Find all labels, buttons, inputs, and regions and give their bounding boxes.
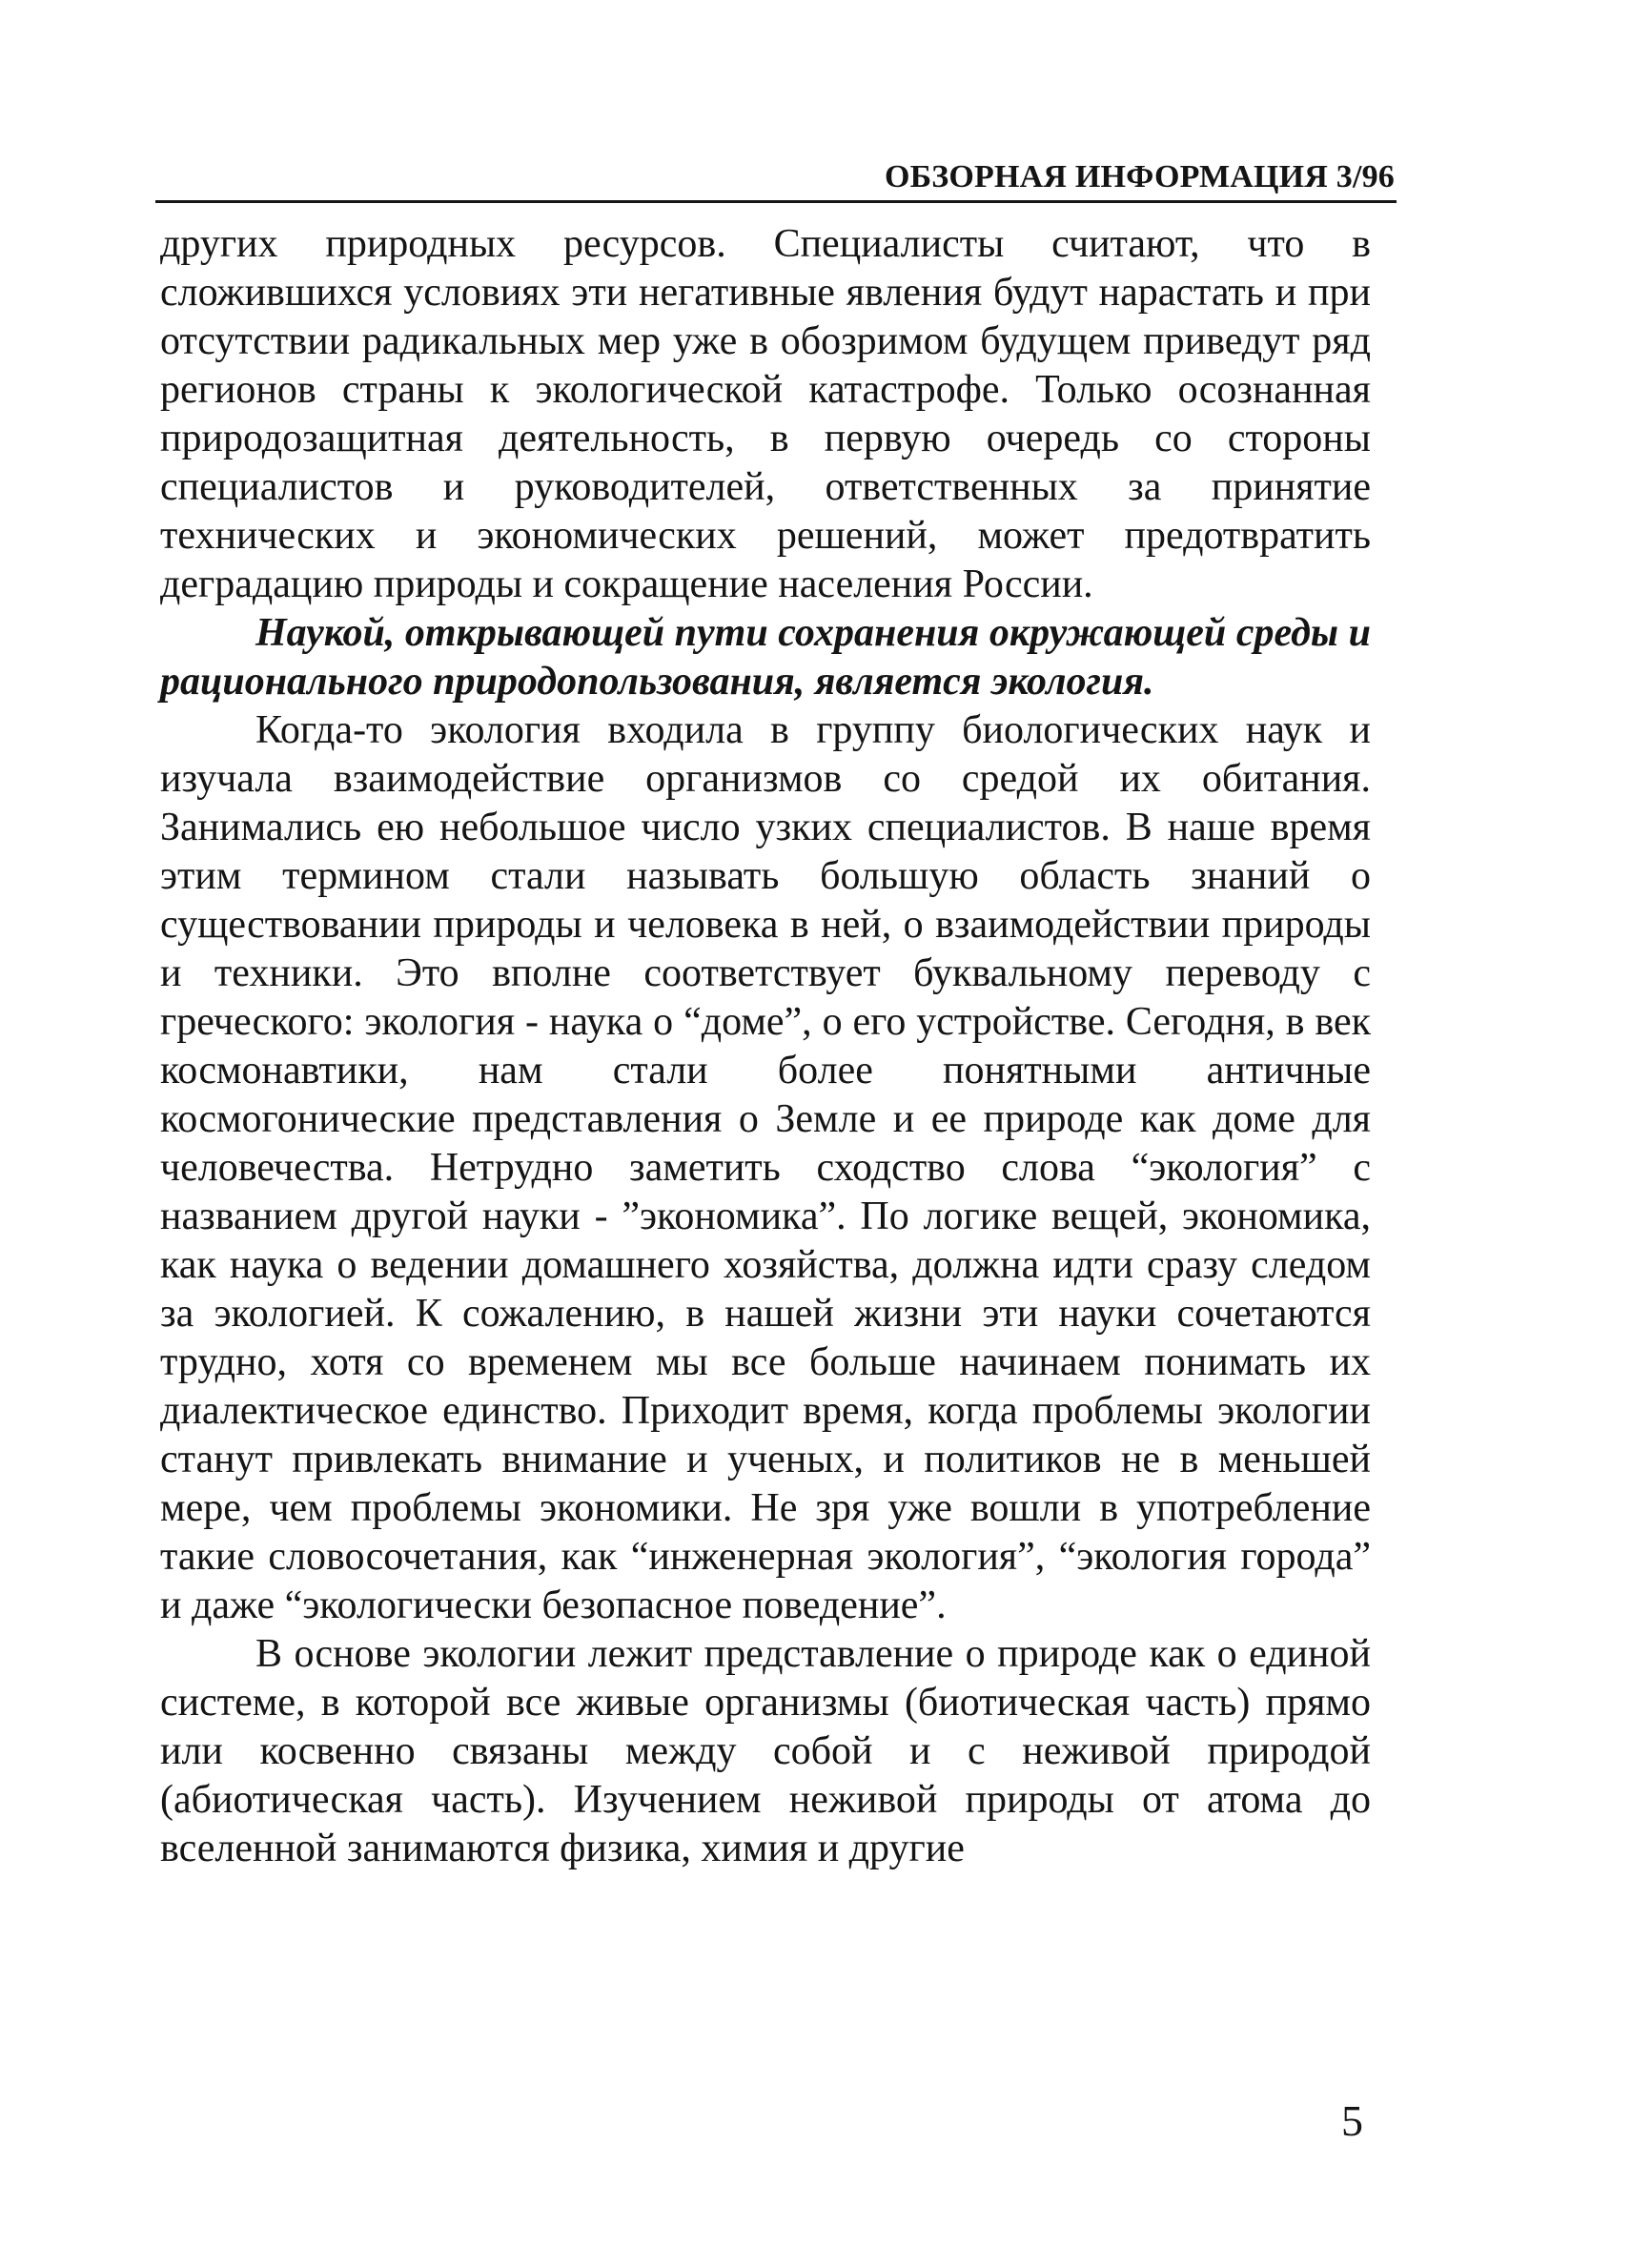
running-header: ОБЗОРНАЯ ИНФОРМАЦИЯ 3/96 — [884, 159, 1395, 194]
header-rule — [155, 200, 1397, 203]
body-text — [160, 220, 1371, 1873]
page-number: 5 — [1341, 2096, 1363, 2145]
paragraph-thesis: Наукой, открывающей пути сохранения окружающей среды и рационального природопользования, является экология. — [160, 611, 1371, 704]
paragraph-ecology-basis: В основе экологии лежит представление о природе как о единой системе, в которой все живые организмы (биотическая часть) прямо или косвенно связаны между собой и с неживой природой (абиотическая часть). Изучением неживой природы от атома до вселенной занимаются физика, химия и другие — [160, 1632, 1371, 1870]
paragraph-ecology-history: Когда-то экология входила в группу биологических наук и изучала взаимодействие организмов со средой их обитания. Занимались ею небольшое число узких специалистов. В наше время этим термином стали называть большую область знаний о существовании природы и человека в ней, о взаимодействии природы и техники. Это вполне соответствует буквальному переводу с греческого: экология - наука о “доме”, о его устройстве. Сегодня, в век космонавтики, нам стали более понятными античные космогонические представления о Земле и ее природе как доме для человечества. Нетрудно заметить сходство слова “экология” с названием другой науки - ”экономика”. По логике вещей, экономика, как наука о ведении домашнего хозяйства, должна идти сразу следом за экологией. К сожалению, в нашей жизни эти науки сочетаются трудно, хотя со временем мы все больше начинаем понимать их диалектическое единство. Приходит время, когда проблемы экологии станут привлекать внимание и ученых, и политиков не в меньшей мере, чем проблемы экономики. Не зря уже вошли в употребление такие словосочетания, как “инженерная экология”, “экология города” и даже “экологически безопасное поведение”. — [160, 708, 1371, 1627]
paragraph-continuation: других природных ресурсов. Специалисты считают, что в сложившихся условиях эти негативные явления будут нарастать и при отсутствии радикальных мер уже в обозримом будущем приведут ряд регионов страны к экологической катастрофе. Только осознанная природозащитная деятельность, в первую очередь со стороны специалистов и руководителей, ответственных за принятие технических и экономических решений, может предотвратить деградацию природы и сокращение населения России. — [160, 222, 1371, 606]
